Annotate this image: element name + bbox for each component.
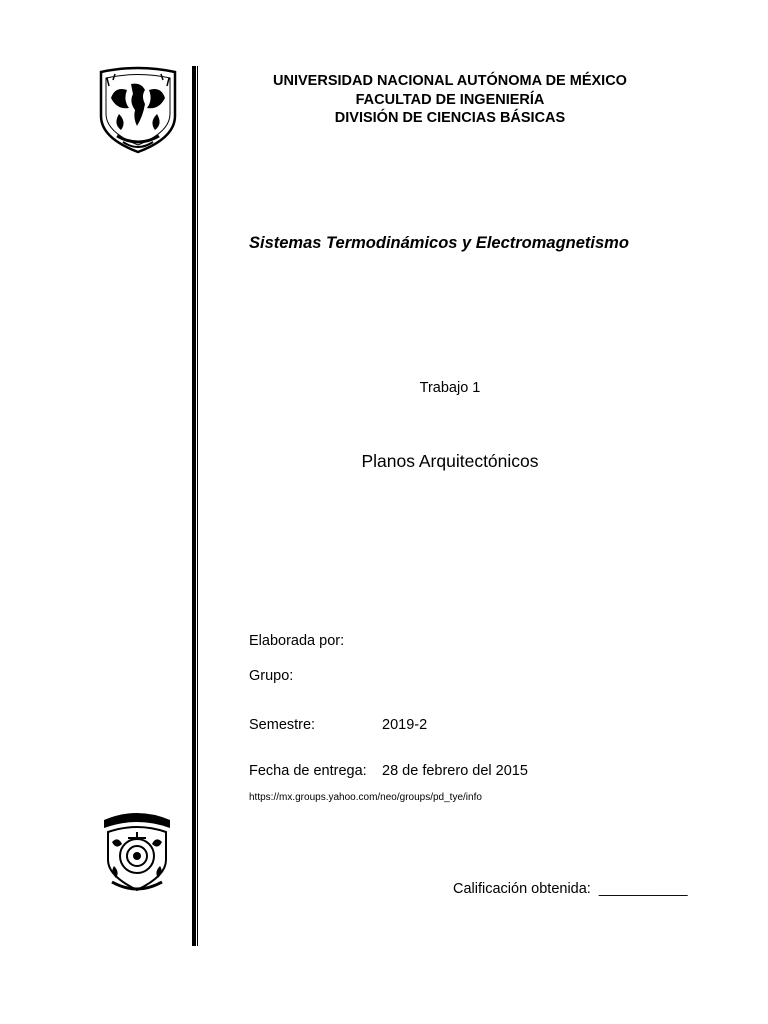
- elaborated-by-label: Elaborada por:: [249, 633, 345, 649]
- grade-label: Calificación obtenida:: [453, 881, 591, 897]
- group-url-link[interactable]: https://mx.groups.yahoo.com/neo/groups/pd_tye/info: [249, 792, 482, 803]
- due-date-label: Fecha de entrega:: [249, 763, 367, 779]
- ingenieria-seal-logo: [98, 806, 176, 896]
- semester-value: 2019-2: [382, 717, 428, 733]
- due-date-value: 28 de febrero del 2015: [382, 763, 528, 779]
- grade-line: [453, 881, 688, 897]
- university-name: UNIVERSIDAD NACIONAL AUTÓNOMA DE MÉXICO: [273, 73, 627, 89]
- semester-label: Semestre:: [249, 717, 316, 733]
- subject-title: Sistemas Termodinámicos y Electromagnetismo: [249, 234, 629, 252]
- division-name: DIVISIÓN DE CIENCIAS BÁSICAS: [334, 110, 566, 126]
- group-label: Grupo:: [249, 668, 294, 684]
- unam-seal-logo: [97, 66, 179, 156]
- work-number: Trabajo 1: [419, 380, 481, 396]
- grade-blank: ___________: [598, 881, 688, 897]
- faculty-name: FACULTAD DE INGENIERÍA: [355, 92, 545, 108]
- margin-rule-thick: [192, 66, 196, 946]
- work-topic: Planos Arquitectónicos: [361, 451, 539, 471]
- margin-rule-thin: [197, 66, 198, 946]
